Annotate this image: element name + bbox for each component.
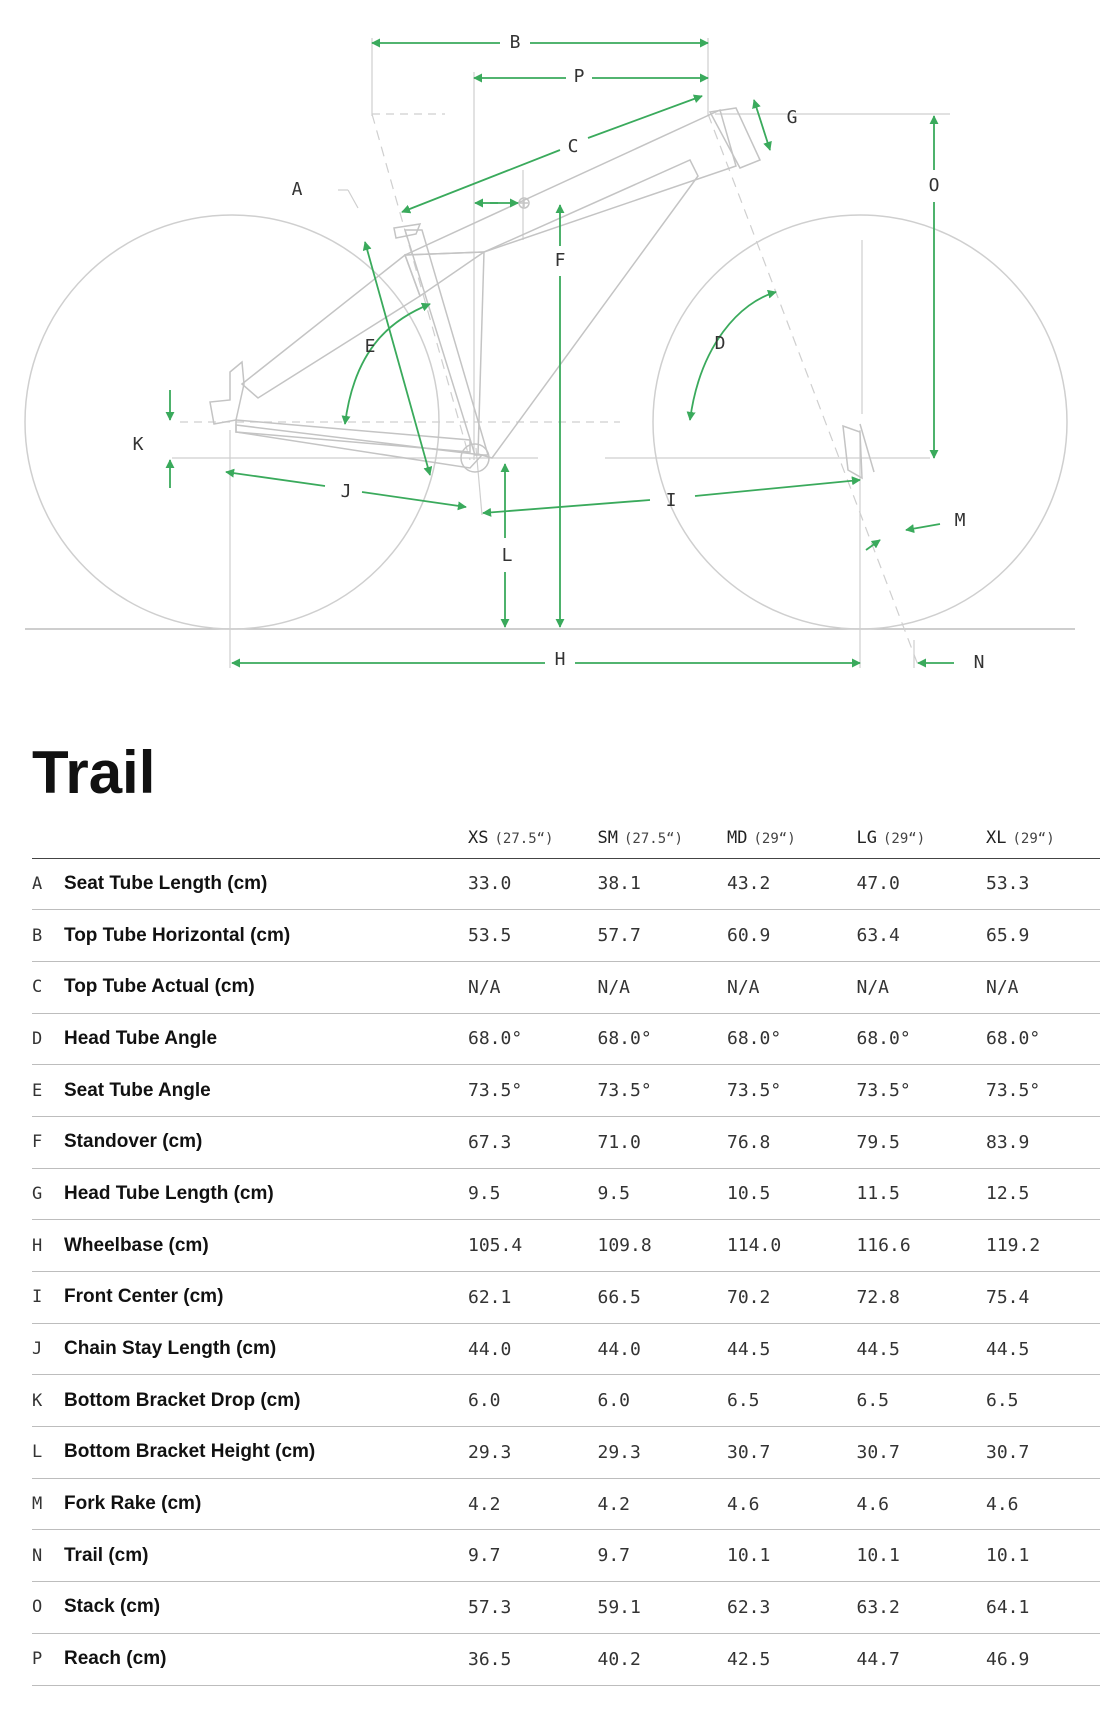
label-G: G [786, 107, 798, 128]
label-E: E [364, 336, 376, 357]
measurement-name: Chain Stay Length (cm) [64, 1338, 277, 1360]
value-cell: 53.5 [468, 925, 512, 947]
row-letter: E [32, 1080, 43, 1101]
measurement-name: Fork Rake (cm) [64, 1493, 202, 1515]
value-cell: 68.0° [856, 1028, 911, 1050]
size-header [727, 818, 857, 858]
value-cell: 119.2 [986, 1235, 1041, 1257]
label-B: B [509, 32, 521, 53]
value-cell: 71.0 [597, 1131, 641, 1153]
value-cell: 9.7 [468, 1545, 501, 1567]
label-C: C [567, 136, 579, 157]
value-cell: 4.6 [986, 1493, 1019, 1515]
value-cell: 12.5 [986, 1183, 1030, 1205]
label-K: K [132, 434, 144, 455]
table-row [32, 1220, 1100, 1272]
value-cell: N/A [727, 976, 760, 998]
value-cell: 44.0 [468, 1338, 512, 1360]
value-cell: 65.9 [986, 925, 1030, 947]
table-row [32, 1375, 1100, 1427]
label-M: M [954, 510, 966, 531]
size-header [986, 818, 1100, 858]
measurement-name: Top Tube Horizontal (cm) [64, 924, 291, 946]
reference-lines [172, 38, 950, 668]
table-row [32, 858, 1100, 910]
value-cell: 42.5 [727, 1648, 771, 1670]
wheel-size-label: (29“) [1012, 830, 1055, 847]
label-A: A [291, 179, 303, 200]
value-cell: 68.0° [727, 1028, 782, 1050]
label-L: L [501, 545, 513, 566]
measurement-name: Seat Tube Length (cm) [64, 872, 268, 894]
label-J: J [340, 481, 352, 502]
measurement-name: Front Center (cm) [64, 1286, 224, 1308]
size-label: SM [597, 827, 618, 848]
value-cell: 83.9 [986, 1131, 1030, 1153]
dim-M [906, 524, 940, 530]
header-spacer [64, 818, 468, 858]
label-H: H [554, 649, 566, 670]
wheel-size-label: (29“) [882, 830, 926, 847]
value-cell: 9.5 [468, 1183, 501, 1205]
value-cell: 44.7 [856, 1648, 900, 1670]
value-cell: 10.1 [727, 1545, 771, 1567]
value-cell: 109.8 [597, 1235, 652, 1257]
value-cell: 36.5 [468, 1648, 512, 1670]
size-label: MD [727, 827, 748, 848]
value-cell: 76.8 [727, 1131, 771, 1153]
value-cell: 75.4 [986, 1286, 1030, 1308]
row-letter: F [32, 1132, 43, 1153]
value-cell: 44.5 [727, 1338, 771, 1360]
table-row [32, 1168, 1100, 1220]
dimension-lines [170, 43, 954, 663]
value-cell: 9.7 [597, 1545, 631, 1567]
label-I: I [665, 490, 677, 511]
value-cell: 68.0° [986, 1028, 1041, 1050]
geometry-table [32, 818, 1100, 1686]
value-cell: 105.4 [468, 1235, 523, 1257]
row-letter: K [32, 1390, 43, 1411]
measurement-name: Head Tube Length (cm) [64, 1182, 274, 1204]
value-cell: 60.9 [727, 925, 771, 947]
value-cell: 30.7 [727, 1441, 771, 1463]
dim-I-2 [695, 480, 860, 496]
table-row [32, 1582, 1100, 1634]
dim-J-2 [362, 492, 466, 507]
row-letter: H [32, 1235, 43, 1256]
value-cell: 53.3 [986, 873, 1030, 895]
label-O: O [928, 175, 940, 196]
size-label: LG [856, 827, 877, 848]
dim-J [226, 472, 325, 486]
value-cell: 73.5° [597, 1080, 652, 1102]
value-cell: 68.0° [468, 1028, 523, 1050]
row-letter: B [32, 925, 43, 946]
value-cell: 29.3 [597, 1441, 641, 1463]
dim-D [690, 292, 776, 420]
value-cell: 38.1 [597, 873, 641, 895]
row-letter: O [32, 1597, 43, 1618]
value-cell: 30.7 [986, 1441, 1030, 1463]
table-row [32, 961, 1100, 1013]
value-cell: 10.5 [727, 1183, 771, 1205]
size-header [857, 818, 987, 858]
dim-C-2 [588, 96, 702, 138]
value-cell: 10.1 [856, 1545, 900, 1567]
header-spacer [32, 818, 64, 858]
label-P: P [573, 66, 585, 87]
value-cell: 40.2 [597, 1648, 641, 1670]
value-cell: 4.2 [597, 1493, 631, 1515]
row-letter: C [32, 977, 43, 998]
value-cell: 73.5° [468, 1080, 523, 1102]
size-header [468, 818, 598, 858]
measurement-name: Reach (cm) [64, 1648, 167, 1670]
value-cell: 43.2 [727, 873, 771, 895]
geometry-drawing [0, 0, 1100, 700]
value-cell: 63.2 [856, 1596, 900, 1618]
value-cell: 62.3 [727, 1596, 771, 1618]
wheel-size-label: (27.5“) [494, 830, 554, 847]
value-cell: 4.6 [727, 1493, 760, 1515]
row-letter: A [32, 873, 43, 894]
value-cell: 6.5 [986, 1390, 1019, 1412]
value-cell: 4.2 [468, 1493, 501, 1515]
size-header [598, 818, 728, 858]
value-cell: 79.5 [856, 1131, 900, 1153]
table-row [32, 910, 1100, 962]
value-cell: 57.3 [468, 1596, 512, 1618]
bike-geometry-diagram [0, 0, 1100, 700]
value-cell: 63.4 [856, 925, 900, 947]
row-letter: I [32, 1287, 43, 1308]
row-letter: M [32, 1494, 43, 1515]
value-cell: 114.0 [727, 1235, 782, 1257]
value-cell: 68.0° [597, 1028, 652, 1050]
value-cell: 72.8 [856, 1286, 900, 1308]
wheel-size-label: (29“) [753, 830, 796, 847]
value-cell: 11.5 [856, 1183, 900, 1205]
table-row [32, 1427, 1100, 1479]
value-cell: 30.7 [856, 1441, 900, 1463]
value-cell: 29.3 [468, 1441, 512, 1463]
value-cell: 46.9 [986, 1648, 1030, 1670]
measurement-name: Head Tube Angle [64, 1027, 218, 1049]
measurement-name: Top Tube Actual (cm) [64, 976, 255, 998]
value-cell: 116.6 [856, 1235, 911, 1257]
measurement-name: Stack (cm) [64, 1596, 161, 1618]
value-cell: 10.1 [986, 1545, 1030, 1567]
value-cell: 57.7 [597, 925, 641, 947]
measurement-name: Trail (cm) [64, 1544, 149, 1566]
row-letter: N [32, 1545, 43, 1566]
value-cell: N/A [986, 976, 1019, 998]
value-cell: 73.5° [856, 1080, 911, 1102]
measurement-name: Seat Tube Angle [64, 1079, 211, 1101]
value-cell: N/A [468, 976, 501, 998]
value-cell: N/A [597, 976, 631, 998]
row-letter: P [32, 1649, 43, 1670]
value-cell: 4.6 [856, 1493, 890, 1515]
value-cell: 44.0 [597, 1338, 641, 1360]
value-cell: 9.5 [597, 1183, 631, 1205]
value-cell: 66.5 [597, 1286, 641, 1308]
dimension-labels [133, 32, 985, 673]
value-cell: 33.0 [468, 873, 512, 895]
row-letter: D [32, 1028, 43, 1049]
value-cell: 44.5 [986, 1338, 1030, 1360]
size-header-row [32, 818, 1100, 858]
value-cell: 6.0 [597, 1390, 631, 1412]
measurement-name: Standover (cm) [64, 1131, 203, 1153]
measurement-name: Bottom Bracket Height (cm) [64, 1441, 316, 1463]
value-cell: 6.0 [468, 1390, 501, 1412]
table-row [32, 1530, 1100, 1582]
size-label: XS [468, 827, 489, 848]
table-row [32, 1323, 1100, 1375]
table-row [32, 1633, 1100, 1685]
section-title: Trail [32, 739, 156, 806]
value-cell: 47.0 [856, 873, 900, 895]
size-label: XL [986, 827, 1007, 848]
value-cell: N/A [856, 976, 890, 998]
value-cell: 70.2 [727, 1286, 771, 1308]
label-N: N [973, 652, 985, 673]
row-letter: J [32, 1339, 43, 1360]
measurement-name: Wheelbase (cm) [64, 1234, 209, 1256]
table-row [32, 1013, 1100, 1065]
measurement-name: Bottom Bracket Drop (cm) [64, 1389, 301, 1411]
value-cell: 64.1 [986, 1596, 1030, 1618]
label-D: D [714, 333, 726, 354]
dim-G [754, 100, 770, 150]
wheel-size-label: (27.5“) [623, 830, 683, 847]
value-cell: 6.5 [727, 1390, 760, 1412]
table-row [32, 1478, 1100, 1530]
table-row [32, 1116, 1100, 1168]
value-cell: 73.5° [727, 1080, 782, 1102]
label-F: F [554, 250, 566, 271]
value-cell: 59.1 [597, 1596, 641, 1618]
value-cell: 67.3 [468, 1131, 512, 1153]
table-row [32, 1272, 1100, 1324]
value-cell: 44.5 [856, 1338, 900, 1360]
row-letter: G [32, 1183, 43, 1204]
table-row [32, 1065, 1100, 1117]
value-cell: 6.5 [856, 1390, 890, 1412]
value-cell: 73.5° [986, 1080, 1041, 1102]
dim-I [483, 500, 650, 513]
row-letter: L [32, 1442, 43, 1463]
value-cell: 62.1 [468, 1286, 512, 1308]
